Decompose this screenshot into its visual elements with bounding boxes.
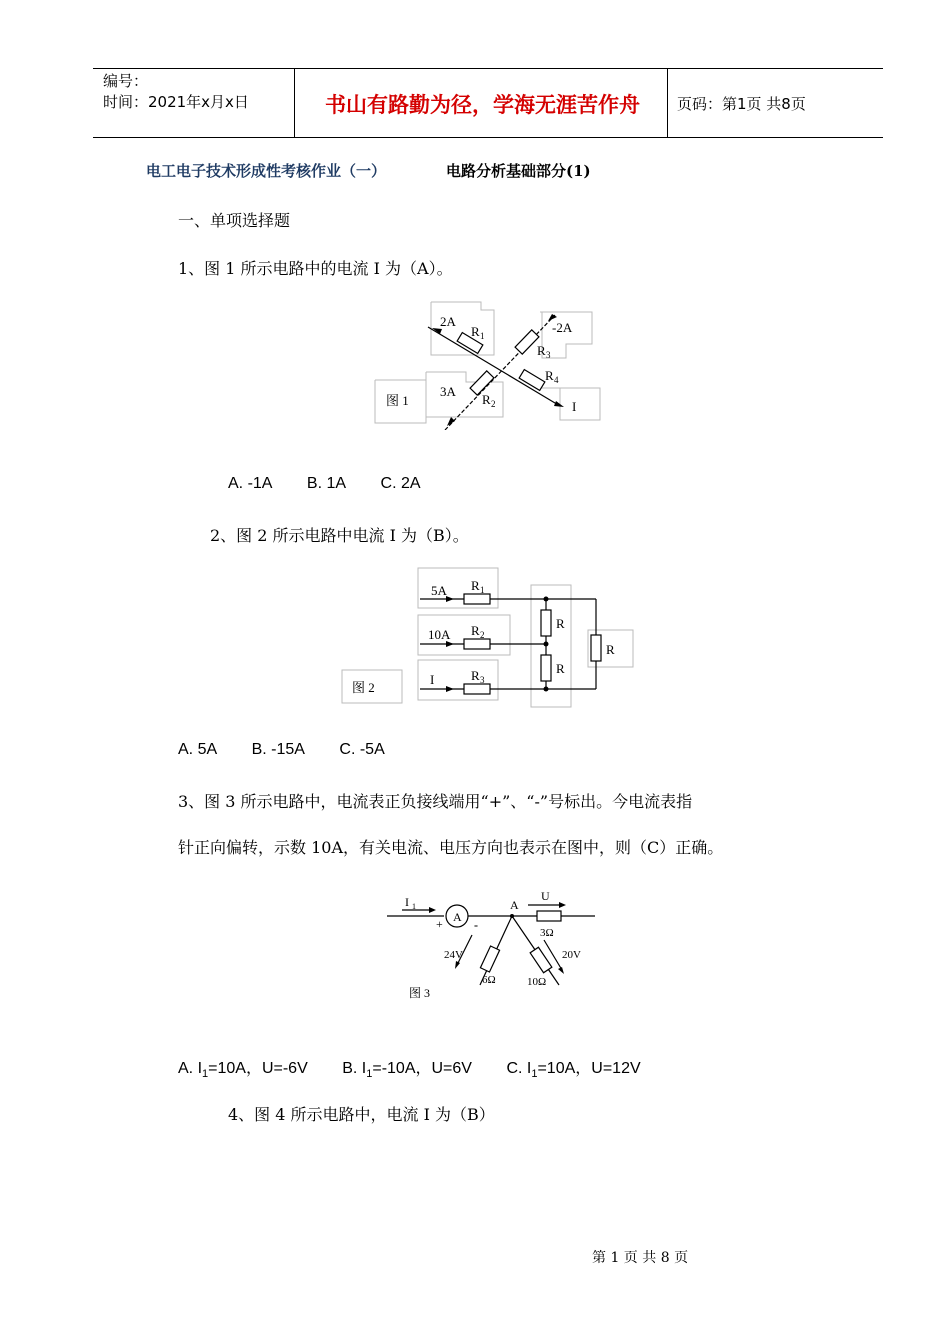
document-title: 电工电子技术形成性考核作业（一） [146,162,387,180]
fig1-label: R [545,368,554,383]
question-3-text-line2: 针正向偏转，示数 10A，有关电流、电压方向也表示在图中，则（C）正确。 [178,838,724,857]
fig3-label: 20V [562,949,581,961]
option-b[interactable]: B. -15A [251,741,305,758]
number-label: 编号： [103,72,149,90]
option-a[interactable]: A. 5A [178,741,218,758]
option-c[interactable]: C. $I_1=10A$，U=12V [506,1060,641,1081]
fig2-label: R [471,623,480,638]
fig1-label: 4 [554,375,559,385]
fig3-label: A [453,910,462,924]
fig3-label: 1 [412,902,416,911]
fig2-label: R [556,661,565,676]
page-footer: 第 1 页 共 8 页 [592,1250,689,1266]
fig1-label: -2A [552,320,573,335]
header-page-label: 页码：第1页 共8页 [677,95,806,113]
fig3-label: 6Ω [482,974,496,986]
option-b[interactable]: B. 1A [306,475,347,492]
fig1-label: R [537,343,546,358]
option-c[interactable]: C. -5A [339,741,385,758]
fig2-label: 1 [480,585,485,595]
fig1-label: R [482,392,491,407]
fig2-label: R [556,616,565,631]
fig1-label: 3 [546,350,551,360]
fig1-label: 2 [491,399,496,409]
document-subtitle: 电路分析基础部分(1) [446,162,591,180]
fig2-caption: 图 2 [352,680,375,695]
fig3-label: 3Ω [540,927,554,939]
section-heading: 一、单项选择题 [178,211,291,230]
fig2-label: R [471,578,480,593]
fig2-label: I [430,672,435,687]
header-motto: 书山有路勤为径，学海无涯苦作舟 [325,92,640,117]
figure-3 [384,885,604,1005]
question-2-options [178,741,415,759]
question-1-text: 1、图 1 所示电路中的电流 I 为（A）。 [178,259,453,278]
question-3-options [178,1055,671,1080]
fig1-label: 2A [440,314,456,329]
fig2-label: 5A [431,583,447,598]
figure-1 [370,300,610,430]
fig3-label: + [436,917,443,931]
option-a[interactable]: A. $I_1=10A$，U=-6V [178,1060,308,1081]
fig1-label: 1 [480,331,485,341]
fig1-caption: 图 1 [386,393,409,408]
fig2-label: 2 [480,630,485,640]
fig1-label: 3A [440,384,456,399]
fig3-label: - [474,918,478,932]
question-1-options [228,475,451,493]
document-header [93,68,883,138]
figure-2 [338,565,638,710]
fig1-label: R [471,324,480,339]
fig1-label: I [572,399,577,414]
time-label: 时间：2021年x月x日 [103,93,249,111]
option-c[interactable]: C. 2A [380,475,421,492]
fig3-label: U [541,889,550,903]
fig3-caption: 图 3 [409,986,431,1000]
fig2-label: R [471,668,480,683]
fig3-label: I [405,895,409,909]
option-a[interactable]: A. -1A [228,475,273,492]
fig2-label: R [606,642,615,657]
option-b[interactable]: B. $I_1=-10A$，U=6V [342,1060,472,1081]
question-2-text: 2、图 2 所示电路中电流 I 为（B）。 [210,526,469,545]
fig3-label: 10Ω [527,976,547,988]
fig3-label: A [510,898,519,912]
header-divider [294,69,295,137]
fig2-label: 10A [428,627,451,642]
question-4-text: 4、图 4 所示电路中，电流 I 为（B） [228,1105,495,1124]
fig3-label: 24V [444,949,463,961]
header-meta [103,71,249,113]
question-3-text-line1: 3、图 3 所示电路中，电流表正负接线端用“+”、“-”号标出。今电流表指 [178,792,693,811]
fig2-label: 3 [480,675,485,685]
